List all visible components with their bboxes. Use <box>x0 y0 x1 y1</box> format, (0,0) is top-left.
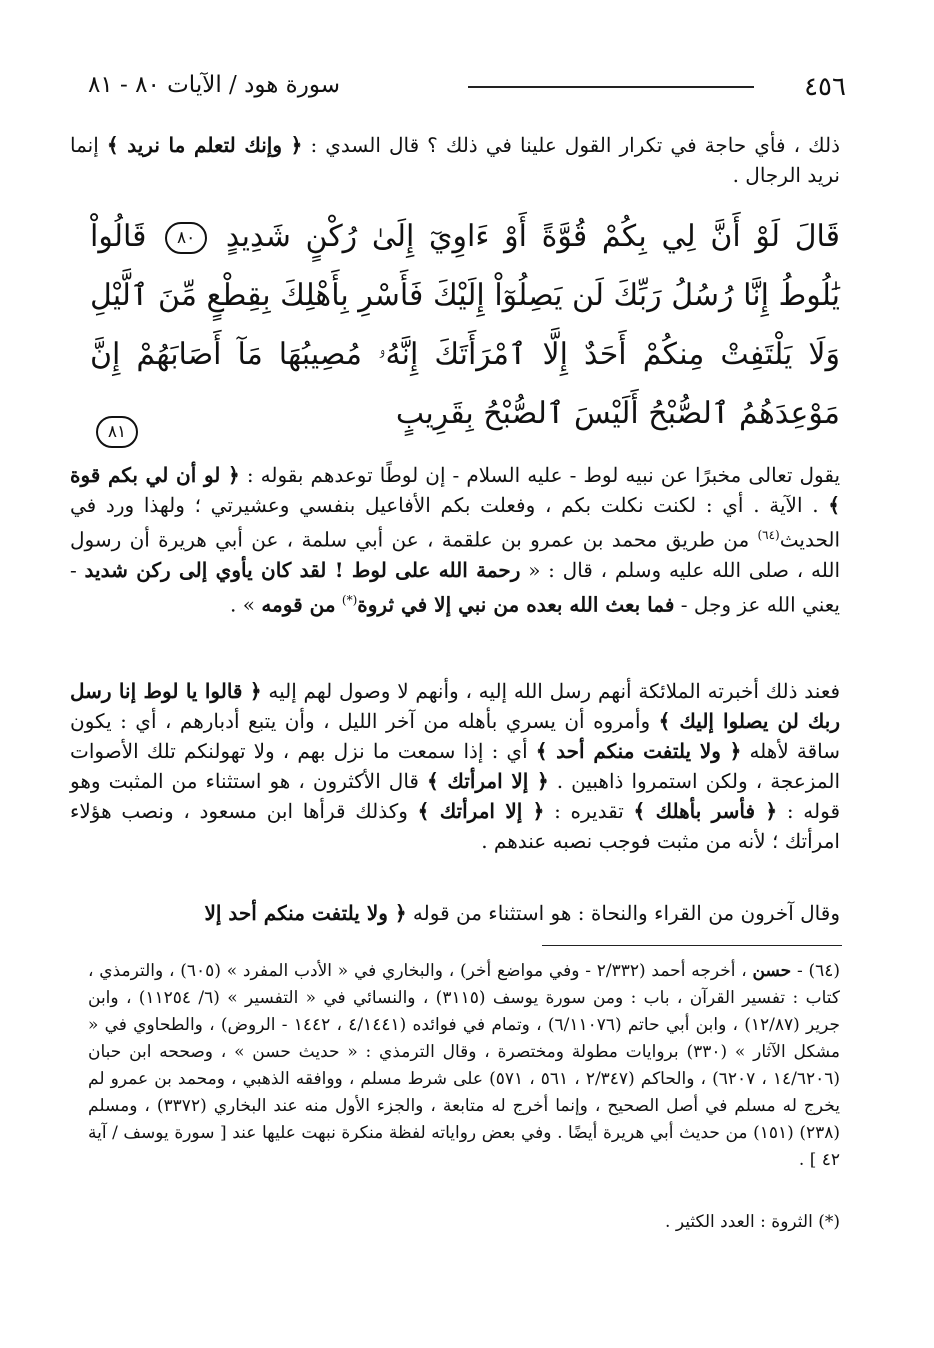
chapter-title: سورة هود / الآيات ٨٠ - ٨١ <box>88 72 340 98</box>
header-rule <box>468 86 754 88</box>
p1-s4: - يعني الله عز وجل - <box>70 557 840 617</box>
tafsir-paragraph-1 <box>70 460 840 619</box>
p2-quote-4: ﴿ فأسر بأهلك ﴾ <box>633 799 778 823</box>
footnote-star: (*) الثروة : العدد الكثير . <box>665 1212 840 1232</box>
verse-81-marker: ٨١ <box>96 416 138 448</box>
p1-s3: من طريق محمد بن عمرو بن علقمة ، عن أبي سلمة ، عن أبي هريرة أن رسول الله ، صلى الله عليه وسلم ، قال : « <box>70 527 840 582</box>
p3-quote: ﴿ ولا يلتفت منكم أحد إلا <box>204 901 407 925</box>
hadith-part-1: رحمة الله على لوط ! لقد كان يأوي إلى ركن شديد <box>84 557 521 582</box>
p1-quote: ﴿ لو أن لي بكم قوة ﴾ <box>70 463 841 517</box>
verse-81-text: قَالُواْ يَٰلُوطُ إِنَّا رُسُلُ رَبِّكَ لَن يَصِلُوٓاْ إِلَيْكَ فَأَسْرِ بِأَهْلِكَ بِقِطْعٍ مِّنَ ٱلَّيْلِ وَلَا يَلْتَفِتْ مِنكُمْ أَحَدٌ إِلَّا ٱمْرَأَتَكَ إِنَّهُۥ مُصِيبُهَا مَآ أَصَابَهُمْ إِنَّ مَوْعِدَهُمُ ٱلصُّبْحُ أَلَيْسَ ٱلصُّبْحُ بِقَرِيبٍ <box>90 219 840 431</box>
p2-s1: فعند ذلك أخبرته الملائكة أنهم رسل الله إليه ، وأنهم لا وصول لهم إليه <box>268 679 841 703</box>
p3-s1: وقال آخرون من القراء والنحاة : هو استثناء من قوله <box>412 901 840 925</box>
p2-quote-2: ﴿ ولا يلتفت منكم أحد ﴾ <box>535 739 742 763</box>
intro-text: ذلك ، فأي حاجة في تكرار القول علينا في ذلك ؟ قال السدي : <box>310 133 841 157</box>
p1-s1: يقول تعالى مخبرًا عن نبيه لوط - عليه السلام - إن لوطًا توعدهم بقوله : <box>246 463 841 487</box>
p1-s5: » . <box>230 592 255 617</box>
p2-quote-3: ﴿ إلا امرأتك ﴾ <box>427 769 549 793</box>
footnote-number: (٦٤) - <box>796 961 841 981</box>
p2-s6: وكذلك قرأها ابن مسعود ، ونصب هؤلاء امرأتك ؛ لأنه من مثبت فوجب نصبه عندهم . <box>70 799 840 853</box>
intro-paragraph <box>70 130 840 190</box>
hadith-part-2: فما بعث الله بعده من نبي إلا في ثروة <box>357 592 675 617</box>
p2-quote-1: ﴿ قالوا يا لوط إنا رسل ربك لن يصلوا إليك ﴾ <box>70 679 841 733</box>
quran-verses <box>90 207 840 443</box>
p2-s3: أي : إذا سمعت ما نزل بهم ، ولا تهولنكم تلك الأصوات المزعجة ، ولكن استمروا ذاهبين . <box>70 739 841 793</box>
verse-80-text: قَالَ لَوْ أَنَّ لِي بِكُمْ قُوَّةً أَوْ ءَاوِيٓ إِلَىٰ رُكْنٍ شَدِيدٍ <box>225 219 840 254</box>
p2-quote-5: ﴿ إلا امرأتك ﴾ <box>417 799 545 823</box>
p2-s5: تقديره : <box>554 799 624 823</box>
footnote-64 <box>88 958 840 1174</box>
tafsir-paragraph-3 <box>70 898 840 928</box>
verse-80-marker: ٨٠ <box>165 222 207 254</box>
footnote-grade: حسن <box>752 961 792 981</box>
footnote-ref-star: (*) <box>341 592 358 607</box>
footnote-rule <box>542 945 842 946</box>
p1-s2: . الآية . أي : لكنت نكلت بكم ، وفعلت بكم الأفاعيل بنفسي وعشيرتي ؛ ولهذا ورد في الحديث <box>70 493 840 552</box>
footnote-ref-64: (٦٤) <box>757 528 780 542</box>
intro-tail: إنما نريد الرجال . <box>70 133 840 187</box>
p2-s4: قال الأكثرون ، هو استثناء من المثبت وهو قوله : <box>70 769 841 823</box>
p2-s2: وأمروه أن يسري بأهله من آخر الليل ، وأن يتبع أدبارهم ، أي : يكون ساقة لأهله <box>70 709 840 763</box>
footnote-text: ، أخرجه أحمد (٢/٣٣٢ - وفي مواضع أخر) ، والبخاري في « الأدب المفرد » (٦٠٥) ، والترمذي ، كتاب : تفسير القرآن ، باب : ومن سورة يوسف (٣١١٥) ، والنسائي في « التفسير » (٦/ ١١٢٥٤) ، وابن جرير (١٢/٨٧) ، وابن أبي حاتم (٦/١١٠٧٦) ، وتمام في فوائده (٤/١٤٤١ ، ١٤٤٢ - الروض) ، والطحاوي في « مشكل الآثار » (٣٣٠) بروايات مطولة ومختصرة ، وقال الترمذي : « حديث حسن » ، وصححه ابن حبان (١٤/٦٢٠٦ ، ٦٢٠٧) ، والحاكم (٢/٣٤٧ ، ٥٦١ ، ٥٧١) على شرط مسلم ، ووافقه الذهبي ، ومحمد بن عمرو لم يخرج له مسلم في أصل الصحيح ، وإنما أخرج له متابعة ، والجزء الأول منه عند البخاري (٣٣٧٢) ، ومسلم (٢٣٨) (١٥١) من حديث أبي هريرة أيضًا . وفي بعض رواياته لفظة منكرة نبهت عليها عند [ سورة يوسف / آية ٤٢ ] . <box>88 961 841 1170</box>
intro-quote: ﴿ وإنك لتعلم ما نريد ﴾ <box>106 133 303 157</box>
hadith-part-3: من قومه <box>261 592 336 617</box>
page-header <box>88 72 846 106</box>
page-number: ٤٥٦ <box>804 72 846 102</box>
tafsir-paragraph-2 <box>70 676 840 856</box>
